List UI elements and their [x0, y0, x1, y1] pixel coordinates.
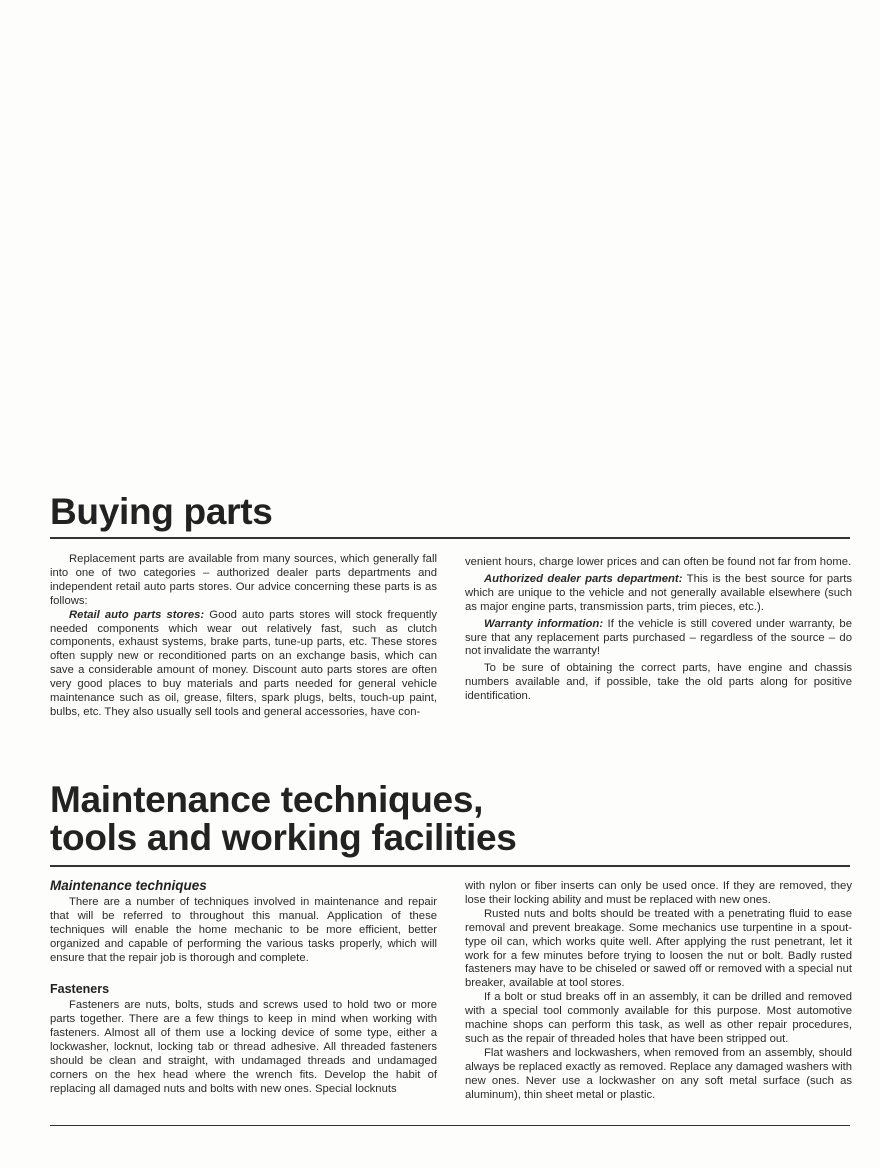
maintenance-heading-line2: tools and working facilities [50, 817, 517, 858]
paragraph: Fasteners are nuts, bolts, studs and screws used to hold two or more parts together. There are a few things to keep in mind when working with fasteners. Almost all of them use a locking device of some type, either a lockwasher, locknut, locking tab or thread adhesive. All threaded fasteners should be clean and straight, with undamaged threads and undamaged corners on the hex head where the wrench fits. Develop the habit of replacing all damaged nuts and bolts with new ones. Special locknuts [50, 999, 437, 1095]
buying-parts-left-column [50, 553, 437, 720]
buying-parts-right-column [465, 556, 852, 704]
subheading-fasteners: Fasteners [50, 982, 110, 997]
paragraph-lead: Retail auto parts stores: [69, 608, 205, 621]
paragraph [465, 618, 852, 660]
paragraph: There are a number of techniques involved in maintenance and repair that will be referred to throughout this manual. Application of these techniques will enable the home mechanic to be more efficient, better organized and capable of performing the various tasks properly, which will ensure that the repair job is thorough and complete. [50, 895, 437, 964]
paragraph-lead: Authorized dealer parts department: [484, 572, 683, 585]
maintenance-left-column [50, 879, 437, 1097]
paragraph: If a bolt or stud breaks off in an assembly, it can be drilled and removed with a special tool commonly available for this purpose. Most automotive machine shops can perform this task, as well as other repair procedures, such as the repair of threaded holes that have been stripped out. [465, 991, 852, 1045]
paragraph: Flat washers and lockwashers, when removed from an assembly, should always be replaced exactly as removed. Replace any damaged washers with new ones. Never use a lockwasher on any soft metal surface (such as aluminum), thin sheet metal or plastic. [465, 1046, 852, 1101]
paragraph: with nylon or fiber inserts can only be used once. If they are removed, they lose their locking ability and must be replaced with new ones. [465, 880, 852, 906]
maintenance-right-column [465, 880, 852, 1103]
paragraph-lead: Warranty information: [484, 617, 604, 630]
buying-parts-heading: Buying parts [50, 491, 273, 532]
paragraph [50, 609, 437, 720]
paragraph: Rusted nuts and bolts should be treated with a penetrating fluid to ease removal and prevent breakage. Some mechanics use turpentine in a spout-type oil can, which works quite well. After applying the rust penetrant, let it work for a few minutes before trying to loosen the nut or bolt. Badly rusted fasteners may have to be chiseled or sawed off or removed with a special nut breaker, available at tool stores. [465, 907, 852, 990]
maintenance-rule [50, 865, 850, 867]
paragraph: To be sure of obtaining the correct parts, have engine and chassis numbers available and, if possible, take the old parts along for positive identification. [465, 662, 852, 703]
paragraph-body: Good auto parts stores will stock frequently needed components which wear out relatively fast, such as clutch components, exhaust systems, brake parts, tune-up parts, etc. These stores often supply new or reconditioned parts on an exchange basis, which can save a considerable amount of money. Discount auto parts stores are often very good places to buy materials and parts needed for general vehicle maintenance such as oil, grease, filters, spark plugs, belts, touch-up paint, bulbs, etc. They also usually sell tools and general accessories, have con- [50, 608, 437, 718]
paragraph: venient hours, charge lower prices and can often be found not far from home. [465, 556, 852, 568]
paragraph-body: If the vehicle is still covered under warranty, be sure that any replacement parts purchased – regardless of the source – do not invalidate the warranty! [465, 617, 853, 658]
bottom-rule [50, 1125, 850, 1126]
subheading-maintenance-techniques: Maintenance techniques [50, 878, 207, 893]
paragraph [465, 573, 852, 615]
maintenance-heading-line1: Maintenance techniques, [50, 779, 484, 820]
buying-parts-rule [50, 537, 850, 539]
paragraph: Replacement parts are available from many sources, which generally fall into one of two categories – authorized dealer parts departments and independent retail auto parts stores. Our advice concerning these parts is as follows: [50, 553, 437, 607]
paragraph-body: This is the best source for parts which are unique to the vehicle and not generally available elsewhere (such as major engine parts, transmission parts, trim pieces, etc.). [465, 572, 852, 613]
